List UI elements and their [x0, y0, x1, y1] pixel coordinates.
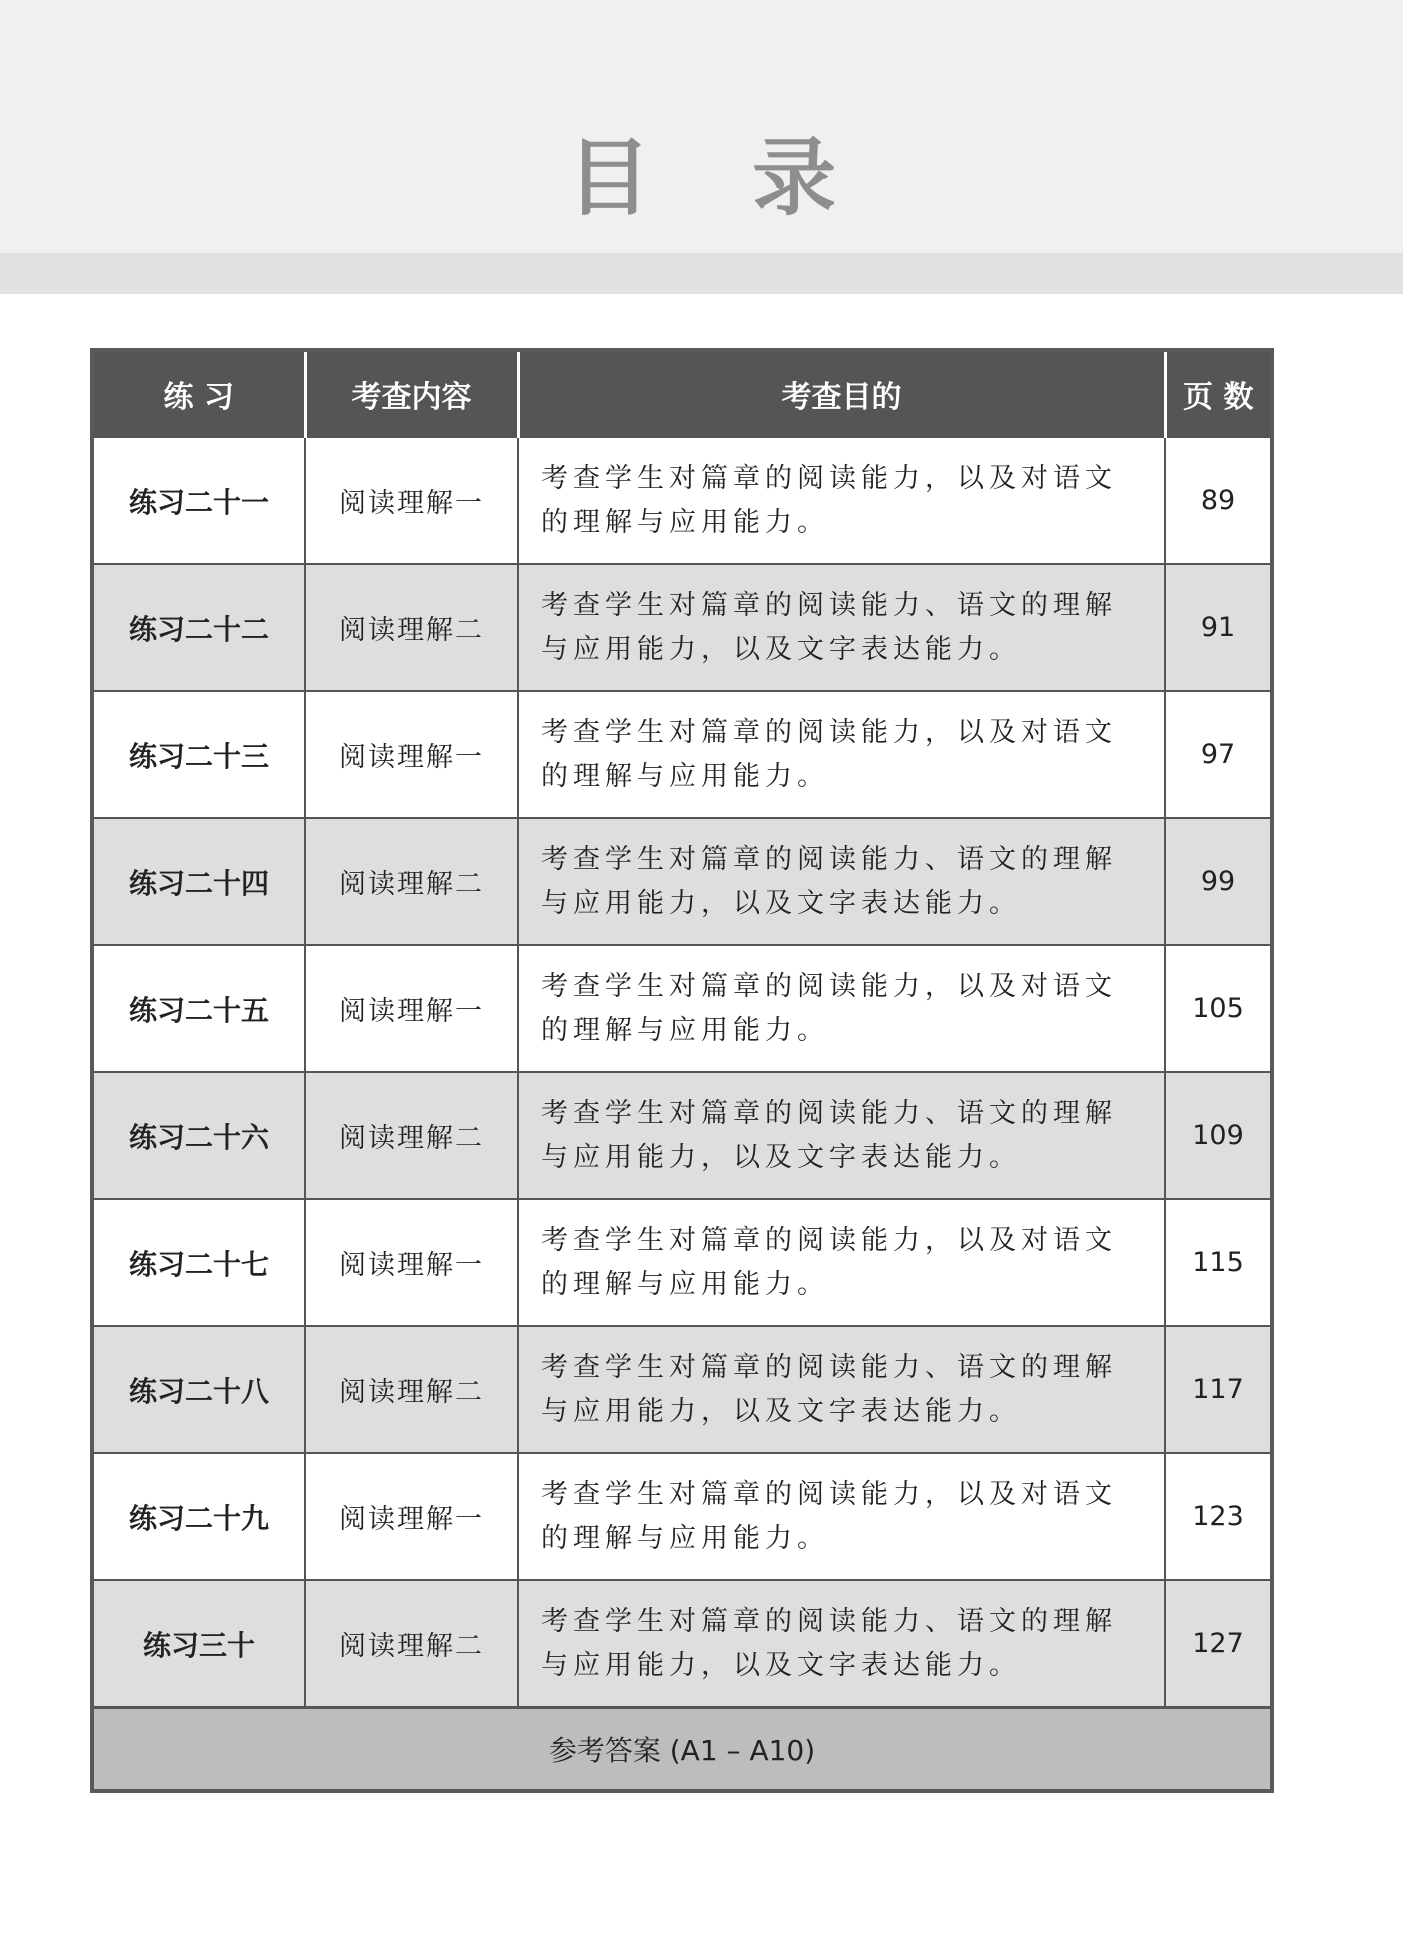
- page-title: 目 录: [566, 129, 873, 227]
- content-cell: 阅读理解一: [305, 945, 518, 1072]
- exercise-cell: 练习二十一: [92, 437, 305, 564]
- table-row[interactable]: [92, 1199, 1272, 1326]
- purpose-cell: 考查学生对篇章的阅读能力，以及对语文的理解与应用能力。: [518, 437, 1165, 564]
- table-row[interactable]: [92, 437, 1272, 564]
- purpose-cell: 考查学生对篇章的阅读能力、语文的理解与应用能力，以及文字表达能力。: [518, 1072, 1165, 1199]
- purpose-cell: 考查学生对篇章的阅读能力、语文的理解与应用能力，以及文字表达能力。: [518, 564, 1165, 691]
- content-cell: 阅读理解二: [305, 1072, 518, 1199]
- content-cell: 阅读理解一: [305, 1199, 518, 1326]
- table-row[interactable]: [92, 1326, 1272, 1453]
- page-number-cell: 115: [1165, 1199, 1272, 1326]
- content-cell: 阅读理解二: [305, 564, 518, 691]
- table-row[interactable]: [92, 818, 1272, 945]
- answer-key-cell[interactable]: 参考答案 (A1 – A10): [92, 1708, 1272, 1792]
- purpose-cell: 考查学生对篇章的阅读能力，以及对语文的理解与应用能力。: [518, 1453, 1165, 1580]
- exercise-cell: 练习二十九: [92, 1453, 305, 1580]
- page-number-cell: 105: [1165, 945, 1272, 1072]
- header-page: 页 数: [1165, 350, 1272, 437]
- exercise-cell: 练习二十二: [92, 564, 305, 691]
- page-number-cell: 127: [1165, 1580, 1272, 1708]
- exercise-cell: 练习二十七: [92, 1199, 305, 1326]
- purpose-cell: 考查学生对篇章的阅读能力，以及对语文的理解与应用能力。: [518, 945, 1165, 1072]
- exercise-cell: 练习三十: [92, 1580, 305, 1708]
- page-number-cell: 123: [1165, 1453, 1272, 1580]
- table-row[interactable]: [92, 1072, 1272, 1199]
- table-row[interactable]: [92, 1453, 1272, 1580]
- page-number-cell: 89: [1165, 437, 1272, 564]
- content-cell: 阅读理解一: [305, 437, 518, 564]
- table-header-row: [92, 350, 1272, 437]
- header-purpose: 考查目的: [518, 350, 1165, 437]
- answer-key-row[interactable]: [92, 1708, 1272, 1792]
- table-row[interactable]: [92, 1580, 1272, 1708]
- content-cell: 阅读理解二: [305, 1326, 518, 1453]
- content-cell: 阅读理解一: [305, 1453, 518, 1580]
- exercise-cell: 练习二十四: [92, 818, 305, 945]
- page-number-cell: 99: [1165, 818, 1272, 945]
- table-row[interactable]: [92, 691, 1272, 818]
- toc-table: [90, 348, 1274, 1793]
- purpose-cell: 考查学生对篇章的阅读能力，以及对语文的理解与应用能力。: [518, 1199, 1165, 1326]
- exercise-cell: 练习二十三: [92, 691, 305, 818]
- exercise-cell: 练习二十六: [92, 1072, 305, 1199]
- page-number-cell: 117: [1165, 1326, 1272, 1453]
- header-exercise: 练 习: [92, 350, 305, 437]
- exercise-cell: 练习二十五: [92, 945, 305, 1072]
- purpose-cell: 考查学生对篇章的阅读能力、语文的理解与应用能力，以及文字表达能力。: [518, 1326, 1165, 1453]
- page-number-cell: 97: [1165, 691, 1272, 818]
- header-content: 考查内容: [305, 350, 518, 437]
- page-number-cell: 91: [1165, 564, 1272, 691]
- exercise-cell: 练习二十八: [92, 1326, 305, 1453]
- content-cell: 阅读理解二: [305, 818, 518, 945]
- page-number-cell: 109: [1165, 1072, 1272, 1199]
- purpose-cell: 考查学生对篇章的阅读能力、语文的理解与应用能力，以及文字表达能力。: [518, 1580, 1165, 1708]
- table-row[interactable]: [92, 564, 1272, 691]
- content-cell: 阅读理解一: [305, 691, 518, 818]
- header-strip: [0, 253, 1403, 294]
- purpose-cell: 考查学生对篇章的阅读能力、语文的理解与应用能力，以及文字表达能力。: [518, 818, 1165, 945]
- purpose-cell: 考查学生对篇章的阅读能力，以及对语文的理解与应用能力。: [518, 691, 1165, 818]
- table-row[interactable]: [92, 945, 1272, 1072]
- content-cell: 阅读理解二: [305, 1580, 518, 1708]
